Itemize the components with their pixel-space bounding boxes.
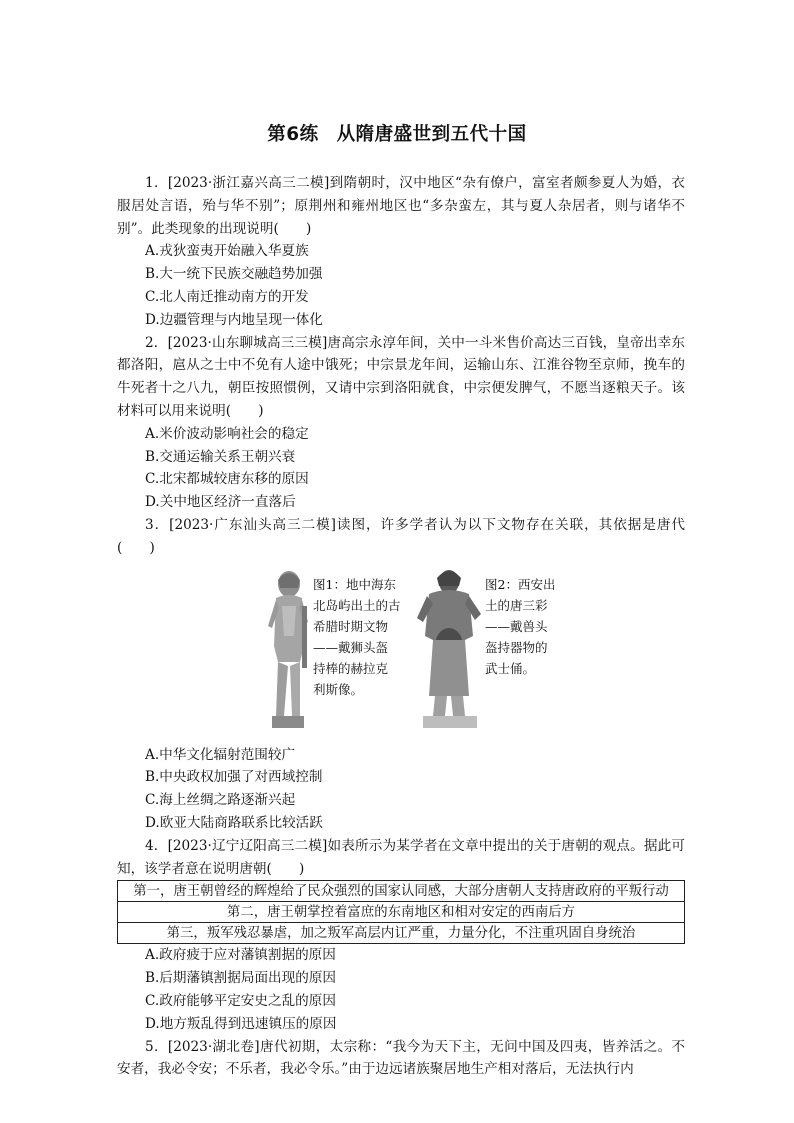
question-3-option-a: A.中华文化辐射范围较广 <box>145 746 296 763</box>
question-4-stem: 4．[2023·辽宁辽阳高三二模]如表所示为某学者在文章中提出的关于唐朝的观点。据此可知，该学者意在说明唐朝( ) <box>117 837 685 877</box>
question-4-option-d: D.地方叛乱得到迅速镇压的原因 <box>145 1015 337 1032</box>
table-cell: 第二，唐王朝掌控着富庶的东南地区和相对安定的西南后方 <box>118 902 685 923</box>
question-3-option-d: D.欧亚大陆商路联系比较活跃 <box>145 814 323 831</box>
question-4-option-b: B.后期藩镇割据局面出现的原因 <box>145 970 337 987</box>
figure-2-caption: 图2：西安出 土的唐三彩 ——戴兽头 盔持器物的 武士俑。 <box>485 576 556 676</box>
question-2-option-b: B.交通运输关系王朝兴衰 <box>145 448 296 465</box>
artifact-figure <box>117 566 685 734</box>
question-1-option-c: C.北人南迁推动南方的开发 <box>145 288 309 305</box>
question-1-option-d: D.边疆管理与内地呈现一体化 <box>145 311 323 328</box>
question-2-option-d: D.关中地区经济一直落后 <box>145 494 296 511</box>
question-2-option-a: A.米价波动影响社会的稳定 <box>145 425 309 442</box>
table-cell: 第三，叛军残忍暴虐，加之叛军高层内讧严重，力量分化，不注重巩固自身统治 <box>118 923 685 944</box>
question-4-option-a: A.政府疲于应对藩镇割据的原因 <box>145 947 336 964</box>
table-cell: 第一，唐王朝曾经的辉煌给了民众强烈的国家认同感，大部分唐朝人支持唐政府的平叛行动 <box>118 881 685 902</box>
figure-1-caption: 图1：地中海东 北岛屿出土的古 希腊时期文物 ——戴狮头盔 持棒的赫拉克 利斯像。 <box>313 576 401 697</box>
exercise-number: 第6练 <box>267 124 319 145</box>
page-title <box>0 120 794 146</box>
exercise-subject: 从隋唐盛世到五代十国 <box>336 124 527 145</box>
question-3-option-b: B.中央政权加强了对西域控制 <box>145 769 323 786</box>
heracles-statue-image <box>262 566 314 732</box>
table-row <box>118 881 685 902</box>
question-1-stem: 1．[2023·浙江嘉兴高三二模]到隋朝时，汉中地区“杂有僚户，富室者颇参夏人为婚，衣服居处言语，殆与华不别”；原荆州和雍州地区也“多杂蛮左，其与夏人杂居者，则与诸华不别”。此类现象的出现说明( ) <box>117 175 685 237</box>
viewpoint-table <box>117 880 685 944</box>
question-3-option-c: C.海上丝绸之路逐渐兴起 <box>145 792 296 809</box>
question-1-option-a: A.戎狄蛮夷开始融入华夏族 <box>145 243 309 260</box>
question-list <box>117 172 685 1081</box>
question-4-option-c: C.政府能够平定安史之乱的原因 <box>145 992 336 1009</box>
question-1-option-b: B.大一统下民族交融趋势加强 <box>145 266 323 283</box>
question-3-stem: 3．[2023·广东汕头高三二模]读图，许多学者认为以下文物存在关联，其依据是唐代( ) <box>117 516 685 556</box>
question-5-stem: 5．[2023·湖北卷]唐代初期，太宗称：“我今为天下主，无问中国及四夷，皆养活之。不安者，我必令安；不乐者，我必令乐。”由于边远诸族聚居地生产相对落后，无法执行内 <box>117 1038 685 1078</box>
question-2-stem: 2．[2023·山东聊城高三三模]唐高宗永淳年间，关中一斗米售价高达三百钱，皇帝出幸东都洛阳，扈从之士中不免有人途中饿死；中宗景龙年间，运输山东、江淮谷物至京师，挽车的牛死者十之八九，朝臣按照惯例，又请中宗到洛阳就食，中宗便发脾气，不愿当逐粮天子。该材料可以用来说明( ) <box>117 334 685 419</box>
tang-warrior-figurine-image <box>417 566 483 732</box>
table-row <box>118 923 685 944</box>
question-2-option-c: C.北宋都城较唐东移的原因 <box>145 471 309 488</box>
table-row <box>118 902 685 923</box>
